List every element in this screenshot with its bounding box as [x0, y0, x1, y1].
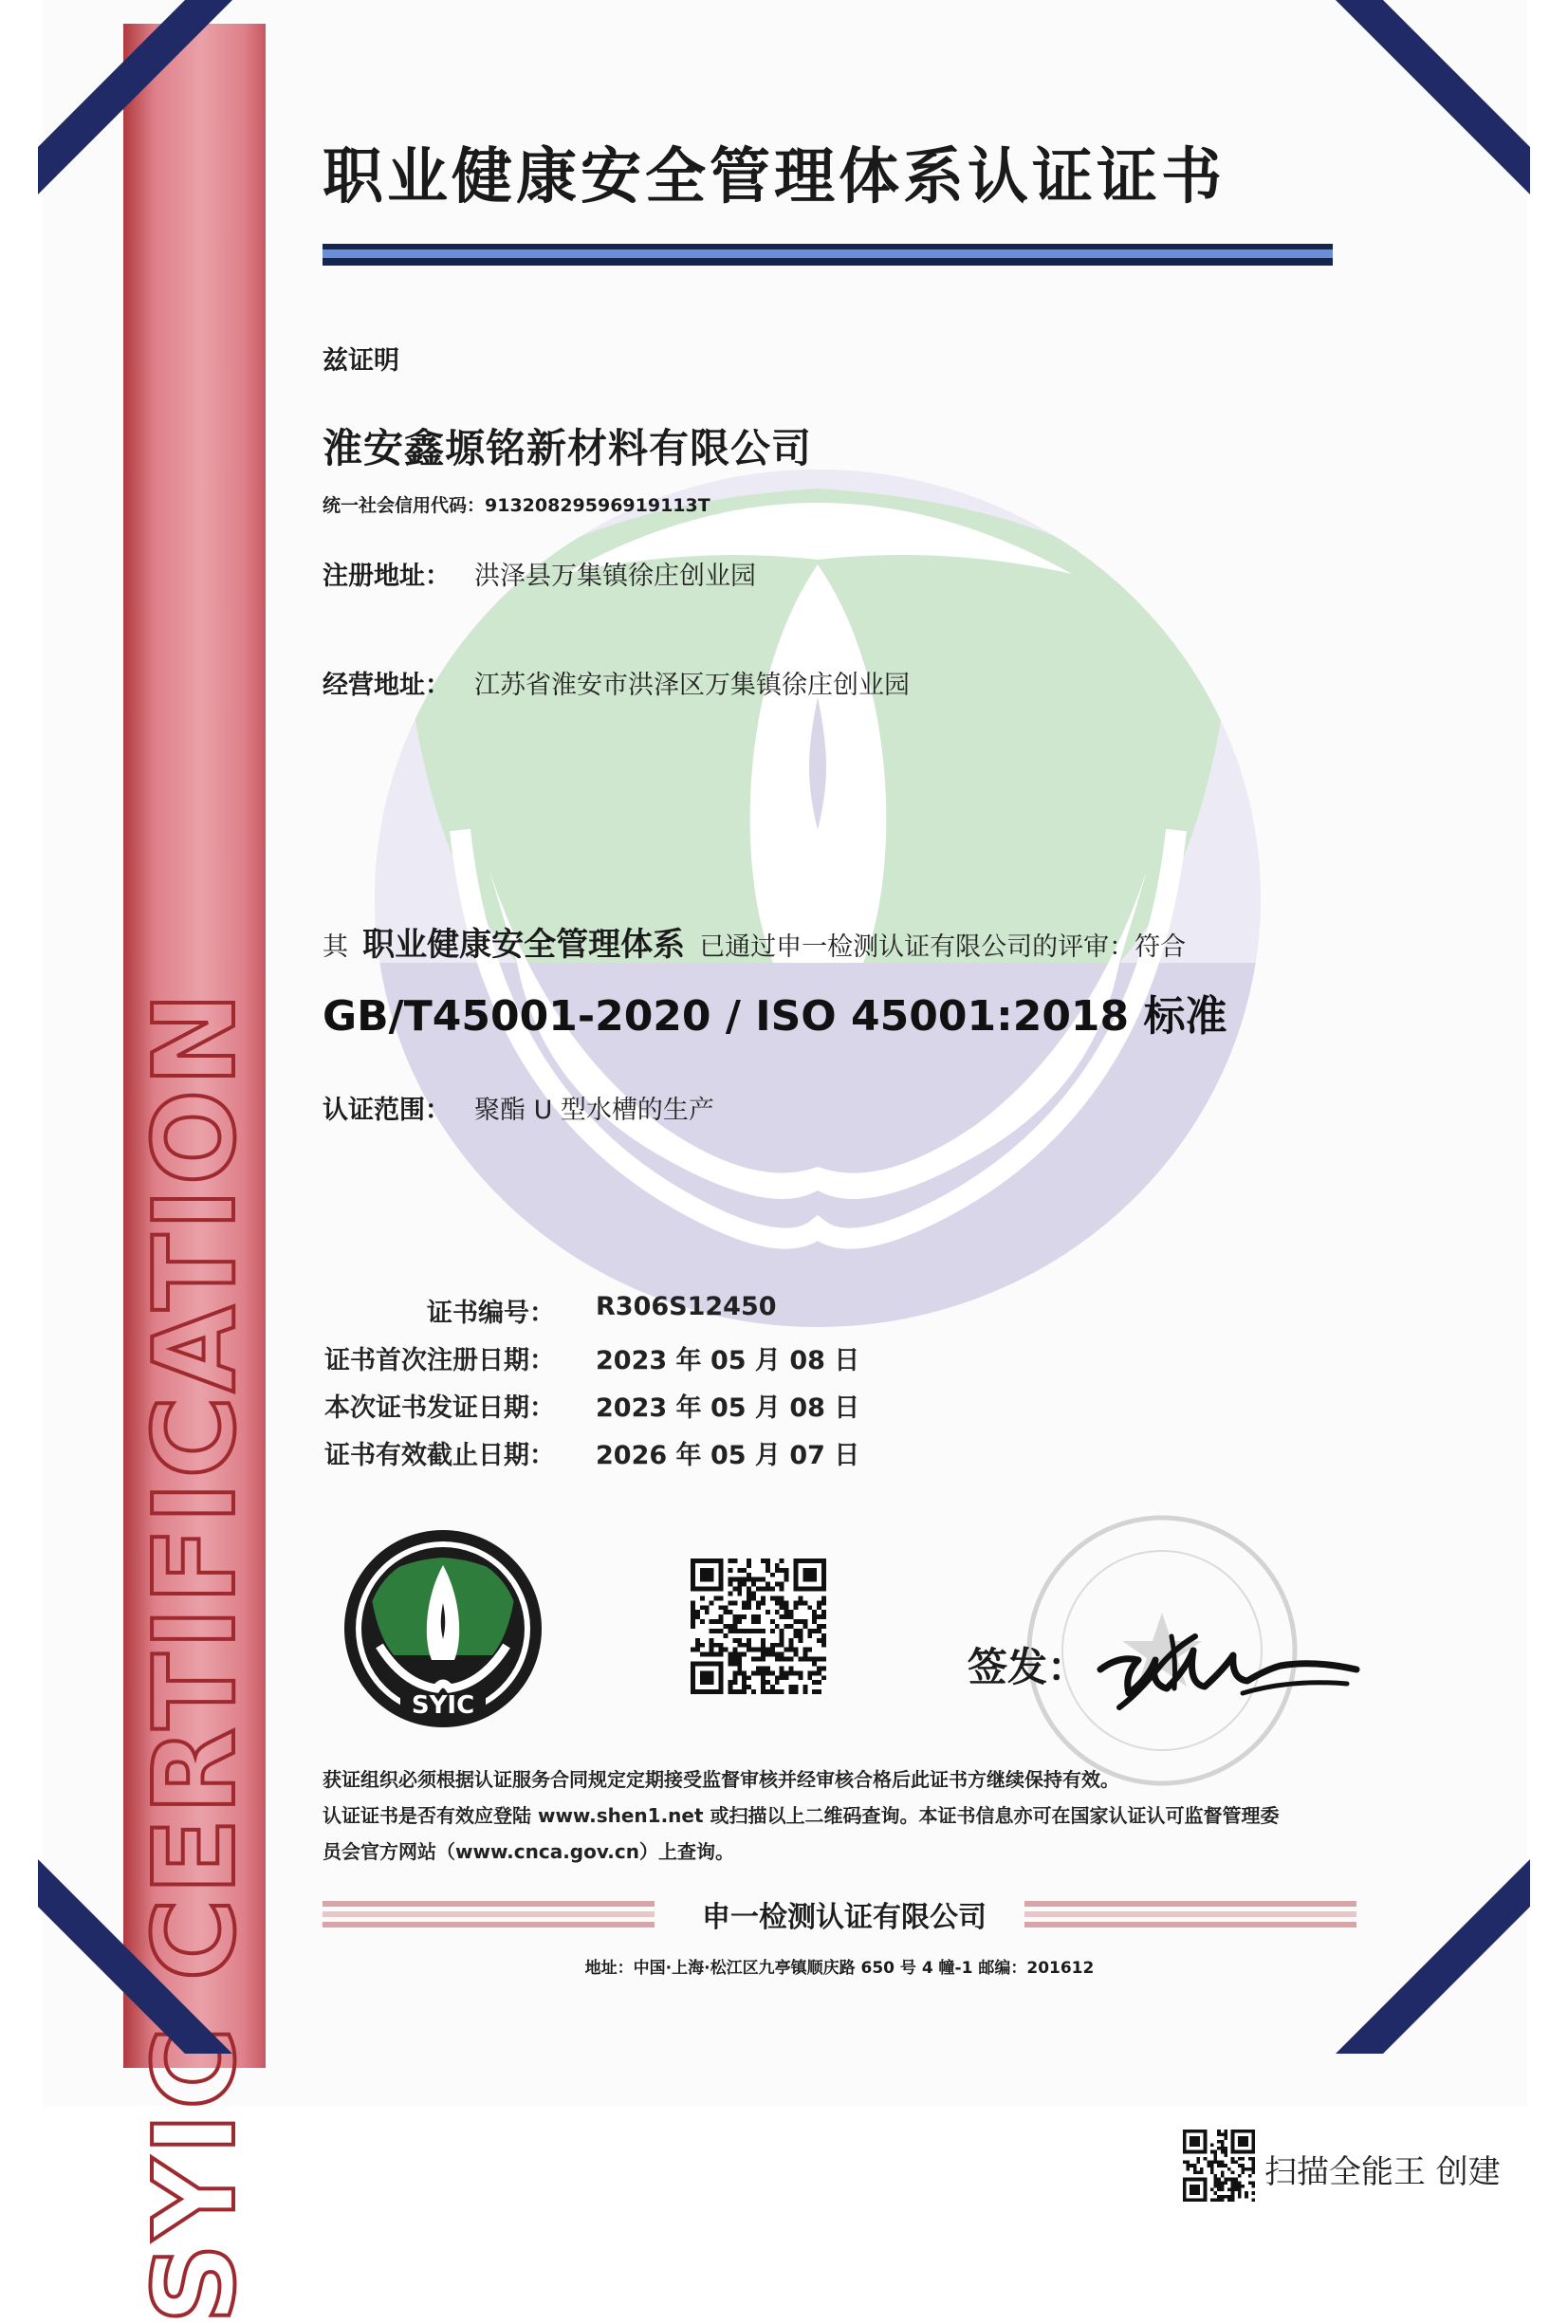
operating-address-label: 经营地址：	[323, 671, 451, 700]
management-system-name: 职业健康安全管理体系	[362, 926, 686, 964]
verification-qr-code[interactable]	[691, 1559, 826, 1694]
cert-number-label: 证书编号：	[427, 1299, 555, 1328]
credit-code: 统一社会信用代码：91320829596919113T	[323, 495, 710, 516]
issue-date-label: 本次证书发证日期：	[324, 1393, 555, 1423]
company-name: 淮安鑫塬铭新材料有限公司	[323, 425, 813, 471]
registered-address-label: 注册地址：	[323, 562, 451, 591]
handwritten-signature	[1081, 1603, 1366, 1726]
watermark-logo	[375, 470, 1262, 1328]
registered-address-value: 洪泽县万集镇徐庄创业园	[474, 562, 756, 591]
issuing-body: 申一检测认证有限公司	[702, 1901, 987, 1934]
signature-label: 签发：	[968, 1644, 1088, 1690]
conformity-prefix: 其	[323, 932, 348, 962]
scope-label: 认证范围：	[323, 1096, 451, 1125]
conformity-suffix: 已通过申一检测认证有限公司的评审：符合	[699, 932, 1187, 962]
validity-note-2: 认证证书是否有效应登陆 www.shen1.net 或扫描以上二维码查询。本证书信息亦可在国家认证认可监督管理委	[323, 1804, 1280, 1827]
scanner-qr-icon	[1183, 2130, 1255, 2202]
scanner-watermark-text: 扫描全能王 创建	[1264, 2153, 1501, 2191]
title-rule	[323, 244, 1333, 268]
operating-address-value: 江苏省淮安市洪泽区万集镇徐庄创业园	[474, 671, 910, 700]
corner-mount-bottom-right	[1283, 1835, 1568, 2120]
issuer-address: 地址：中国·上海·松江区九亭镇顺庆路 650 号 4 幢-1 邮编：201612	[584, 1959, 1095, 1978]
corner-mount-bottom-left	[0, 1835, 285, 2120]
certificate-title: 职业健康安全管理体系认证证书	[323, 141, 1226, 212]
issue-date: 2023 年 05 月 08 日	[596, 1393, 860, 1423]
corner-mount-top-left	[0, 0, 285, 285]
corner-mount-top-right	[1283, 0, 1568, 285]
validity-note-3: 员会官方网站（www.cnca.gov.cn）上查询。	[323, 1840, 734, 1863]
band-label: SYIC CERTIFICATION	[129, 988, 260, 2324]
scope-value: 聚酯 U 型水槽的生产	[474, 1096, 714, 1125]
hereby-label: 兹证明	[323, 346, 399, 376]
first-registration-date: 2023 年 05 月 08 日	[596, 1346, 860, 1375]
validity-note-1: 获证组织必须根据认证服务合同规定定期接受监督审核并经审核合格后此证书方继续保持有效。	[323, 1768, 1119, 1791]
logo-text: SYIC	[411, 1691, 475, 1720]
conformity-statement	[323, 918, 1186, 965]
standard-reference: GB/T45001-2020 / ISO 45001:2018 标准	[323, 992, 1227, 1041]
expiry-date: 2026 年 05 月 07 日	[596, 1441, 860, 1470]
syic-logo	[341, 1527, 545, 1731]
first-registration-label: 证书首次注册日期：	[324, 1346, 555, 1375]
expiry-date-label: 证书有效截止日期：	[324, 1441, 555, 1470]
cert-number-value: R306S12450	[596, 1292, 777, 1321]
